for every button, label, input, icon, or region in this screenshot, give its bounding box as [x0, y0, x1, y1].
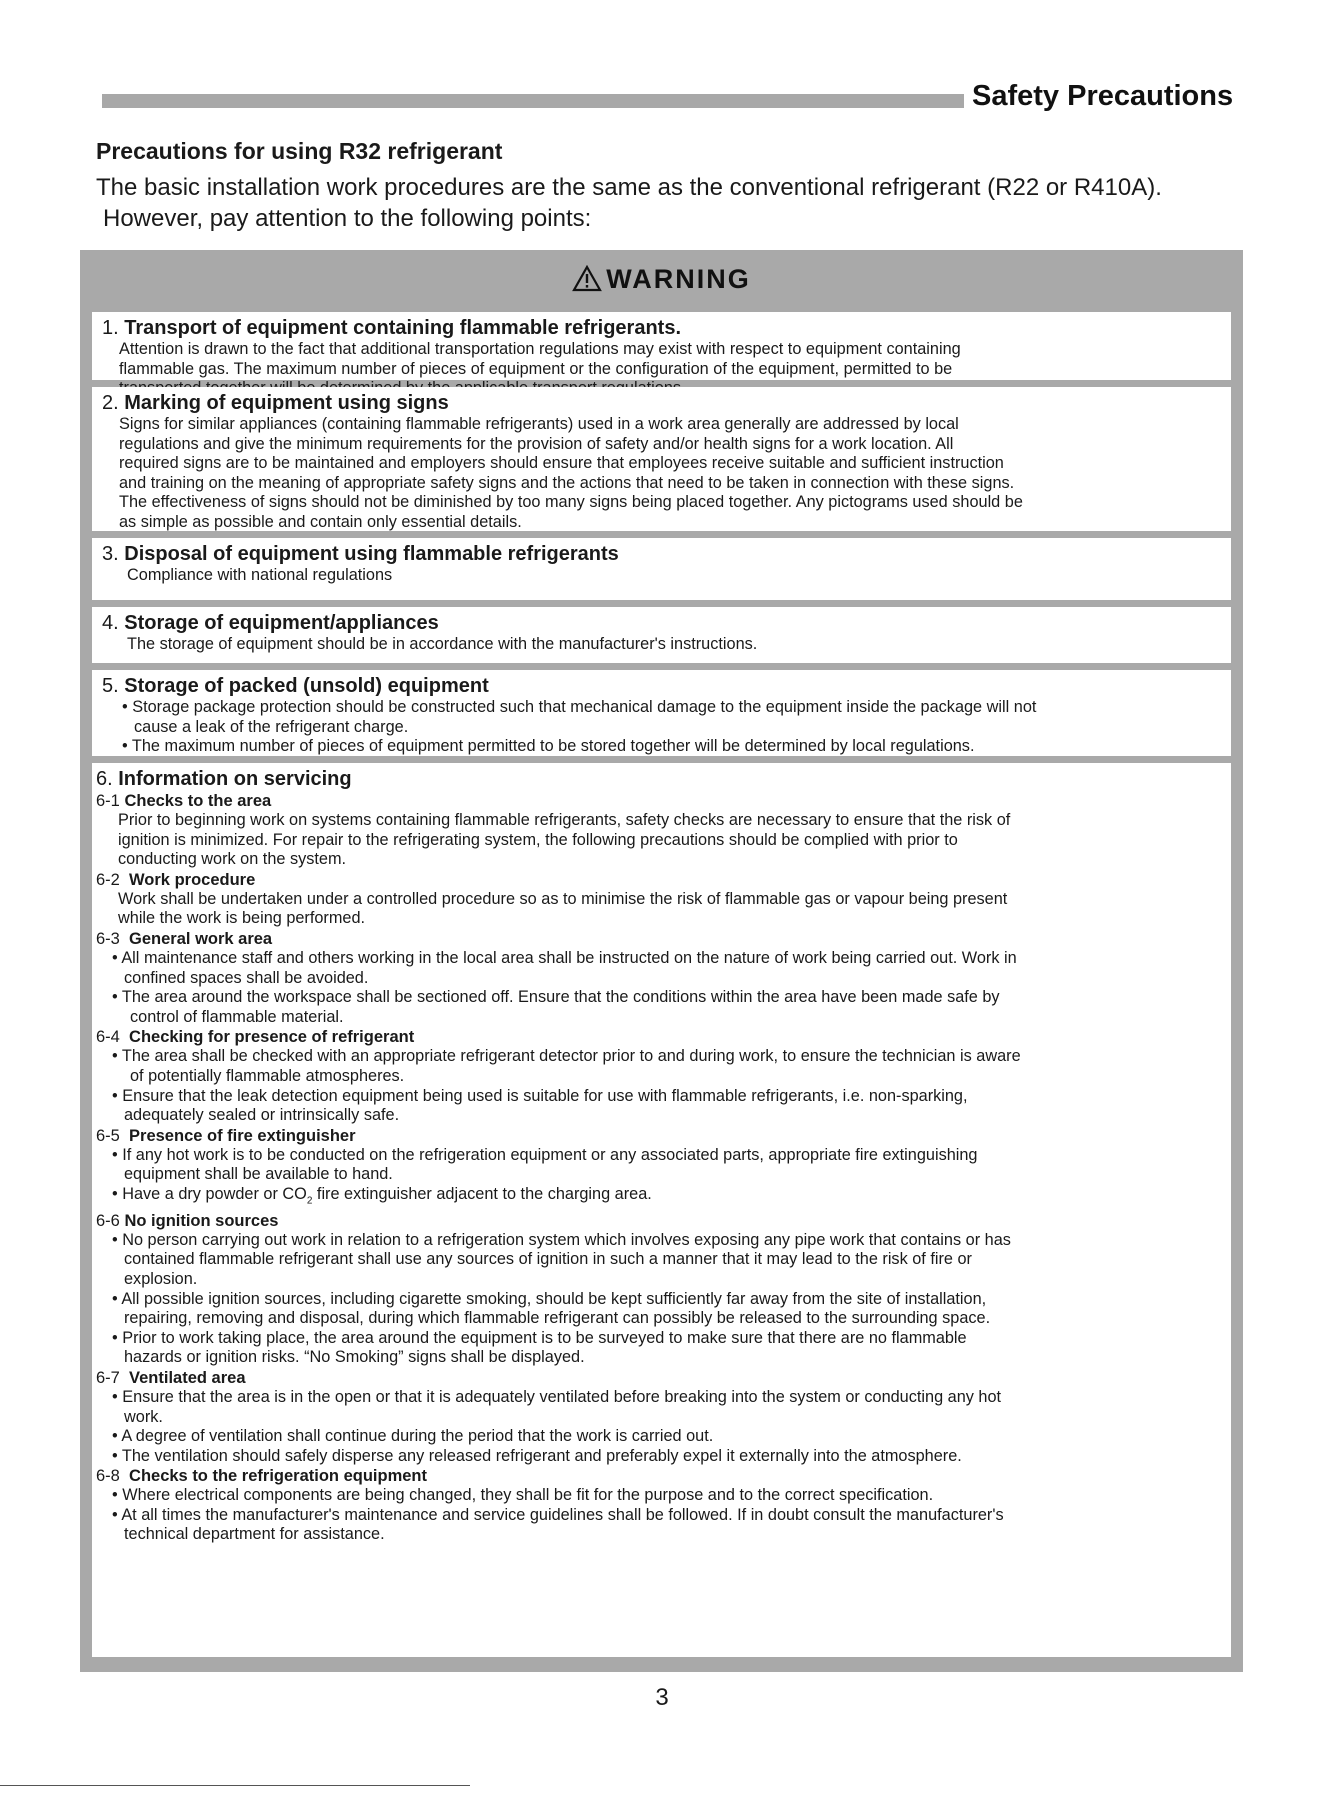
subsection-title: 6-3 General work area — [96, 929, 273, 948]
subsection-title: 6-8 Checks to the refrigeration equipment — [96, 1467, 427, 1486]
section-body: The storage of equipment should be in accordance with the manufacturer's instructions. — [127, 635, 758, 653]
subsection-title: 6-6 No ignition sources — [96, 1211, 279, 1230]
intro-line: The basic installation work procedures are the same as the conventional refrigerant (R22 or R410A). — [96, 174, 1162, 201]
intro-line: However, pay attention to the following points: — [103, 205, 592, 232]
subsection-body: • If any hot work is to be conducted on the refrigeration equipment or any associated parts, appropriate fire extinguishing equipment shall be available to hand. • Have a dry powder or $CO_2$ fire extinguisher adjacent to the charging area. — [96, 1146, 1223, 1211]
subsection-body: Prior to beginning work on systems containing flammable refrigerants, safety checks are necessary to ensure that the risk of ignition is minimized. For repair to the refrigerating system, the following precautions should be complied with prior to conducting work on the system. — [118, 811, 1011, 869]
page-header-title: Safety Precautions — [972, 80, 1234, 112]
footer-rule — [0, 1785, 470, 1786]
section-storage-equipment — [92, 607, 1231, 663]
section-title: 4. Storage of equipment/appliances — [102, 612, 439, 634]
section-disposal — [92, 538, 1231, 600]
section-body: Attention is drawn to the fact that additional transportation regulations may exist with respect to equipment containing flammable gas. The maximum number of pieces of equipment or the configuration of the equipment, permitted to be — [119, 340, 961, 378]
subsection-title: 6-2 Work procedure — [96, 870, 256, 889]
section-marking — [92, 387, 1231, 531]
section-servicing — [92, 763, 1231, 1657]
section-title: 1. Transport of equipment containing flammable refrigerants. — [102, 317, 681, 339]
co2-line: • Have a dry powder or $CO_2$ fire extinguisher adjacent to the charging area. — [112, 1184, 652, 1207]
section-title: 2. Marking of equipment using signs — [102, 392, 449, 414]
subsection-body: • All maintenance staff and others working in the local area shall be instructed on the nature of work being carried out. Work in confined spaces shall be avoided. • The area around the workspace shall be sectioned off. Ensure that the conditions within the area have been made safe by control of flammable material. — [112, 948, 1017, 1026]
section-storage-packed — [92, 670, 1231, 756]
subsection-title: 6-4 Checking for presence of refrigerant — [96, 1028, 415, 1047]
section-body: Signs for similar appliances (containing flammable refrigerants) used in a work area generally are addressed by local regulations and give the minimum requirements for the provision of safety and/or health signs for a work location. All required signs are to be maintained and employers should ensure that employees receive suitable and sufficient instruction and training on the meaning of appropriate safety signs and the actions that need to be taken in connection with these signs. The effectiveness of signs should not be diminished by too many signs being placed together. Any pictograms used should be as simple as possible and contain only essential details. — [119, 415, 1023, 531]
warning-heading — [80, 264, 1243, 295]
section-title: 6. Information on servicing — [96, 768, 352, 790]
precautions-intro — [96, 172, 1324, 234]
precautions-title: Precautions for using R32 refrigerant — [96, 138, 503, 164]
subsection-body: • Ensure that the area is in the open or that it is adequately ventilated before breaking into the system or conducting any hot work. • A degree of ventilation shall continue during the period that the work is carried out. • The ventilation should safely disperse any released refrigerant and preferably expel it externally into the atmosphere. — [112, 1387, 1002, 1465]
page-number: 3 — [655, 1684, 669, 1711]
subsection-title: 6-1 Checks to the area — [96, 792, 272, 810]
subsection-body: Work shall be undertaken under a controlled procedure so as to minimise the risk of flammable gas or vapour being present while the work is being performed. — [118, 889, 1008, 928]
subsection-body: • No person carrying out work in relation to a refrigeration system which involves exposing any pipe work that contains or has contained flammable refrigerant shall use any sources of ignition in such a manner that it may lead to the risk of fire or explosion. • All possible ignition sources, including cigarette smoking, should be kept sufficiently far away from the site of installation, repairing, removing and disposal, during which flammable refrigerant can possibly be released to the surrounding space. • Prior to work taking place, the area around the equipment is to be surveyed to make sure that there are no flammable hazards or ignition risks. “No Smoking” signs shall be displayed. — [112, 1230, 1011, 1367]
section-body: Compliance with national regulations — [127, 566, 393, 584]
warning-box — [80, 250, 1243, 1672]
subsection-body: • The area shall be checked with an appropriate refrigerant detector prior to and during work, to ensure the technician is aware of potentially flammable atmospheres. • Ensure that the leak detection equipment being used is suitable for use with flammable refrigerants, i.e. non-sparking, adequately sealed or intrinsically safe. — [112, 1047, 1021, 1125]
section-body: • Storage package protection should be constructed such that mechanical damage to the equipment inside the package will not cause a leak of the refrigerant charge. • The maximum number of pieces of equipment permitted to be stored together will be determined by local regulations. — [122, 698, 1037, 756]
subsection-title: 6-5 Presence of fire extinguisher — [96, 1126, 356, 1145]
section-title: 3. Disposal of equipment using flammable refrigerants — [102, 543, 619, 565]
warning-label: WARNING — [606, 264, 751, 294]
warning-triangle-icon — [572, 265, 602, 292]
header-rule — [102, 94, 964, 108]
section-title: 5. Storage of packed (unsold) equipment — [102, 675, 489, 697]
subsection-body: • Where electrical components are being changed, they shall be fit for the purpose and to the correct specification. • At all times the manufacturer's maintenance and service guidelines shall be followed. If in doubt consult the manufacturer's technical department for assistance. — [112, 1486, 1004, 1544]
section-transport — [92, 312, 1231, 380]
subsection-title: 6-7 Ventilated area — [96, 1368, 246, 1387]
